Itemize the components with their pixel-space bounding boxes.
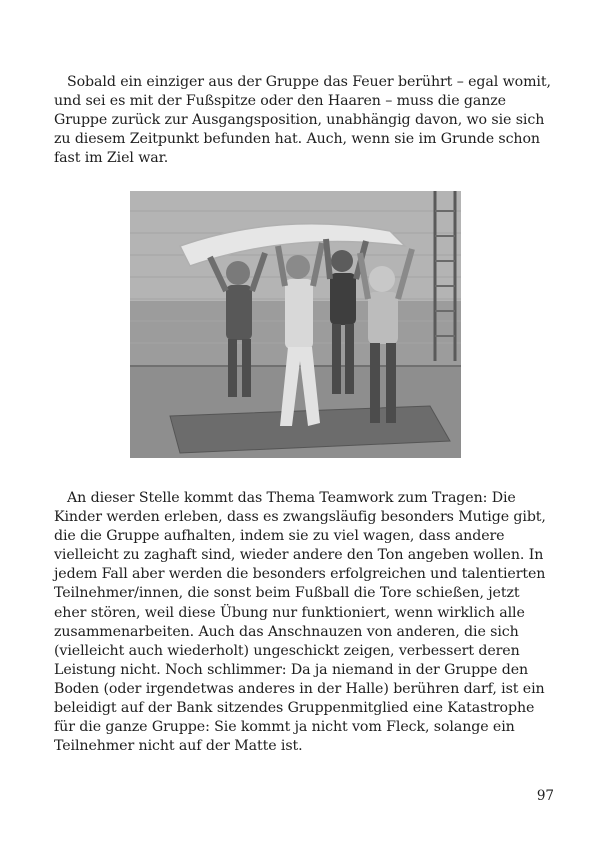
photo-children-carrying-mat — [130, 191, 461, 458]
paragraph-2: An dieser Stelle kommt das Thema Teamwork zum Tragen: Die Kinder werden erleben, dass es zwangsläufig besonders Mutige gibt, die die Gruppe aufhalten, indem sie zu viel wagen, dass andere vielleicht zu zaghaft sind, wieder andere den Ton angeben wollen. In jedem Fall aber werden die besonders erfolgreichen und talentierten Teilnehmer/innen, die sonst beim Fußball die Tore schießen, jetzt eher stören, weil diese Übung nur funktioniert, wenn wirklich alle zusammenarbeiten. Auch das Anschnauzen von anderen, die sich (vielleicht auch wiederholt) ungeschickt zeigen, verbessert deren Leistung nicht. Noch schlimmer: Da ja niemand in der Gruppe den Boden (oder irgendetwas anderes in der Halle) berühren darf, ist ein beleidigt auf der Bank sitzendes Gruppenmitglied eine Katastrophe für die ganze Gruppe: Sie kommt ja nicht vom Fleck, solange ein Teilnehmer nicht auf der Matte ist. — [54, 490, 546, 755]
page-number: 97 — [536, 788, 554, 804]
paragraph-1: Sobald ein einziger aus der Gruppe das Feuer berührt – egal womit, und sei es mit der Fußspitze oder den Haaren – muss die ganze Gruppe zurück zur Ausgangsposition, unabhängig davon, wo sie sich zu diesem Zeitpunkt befunden hat. Auch, wenn sie im Grunde schon fast im Ziel war. — [54, 74, 551, 167]
